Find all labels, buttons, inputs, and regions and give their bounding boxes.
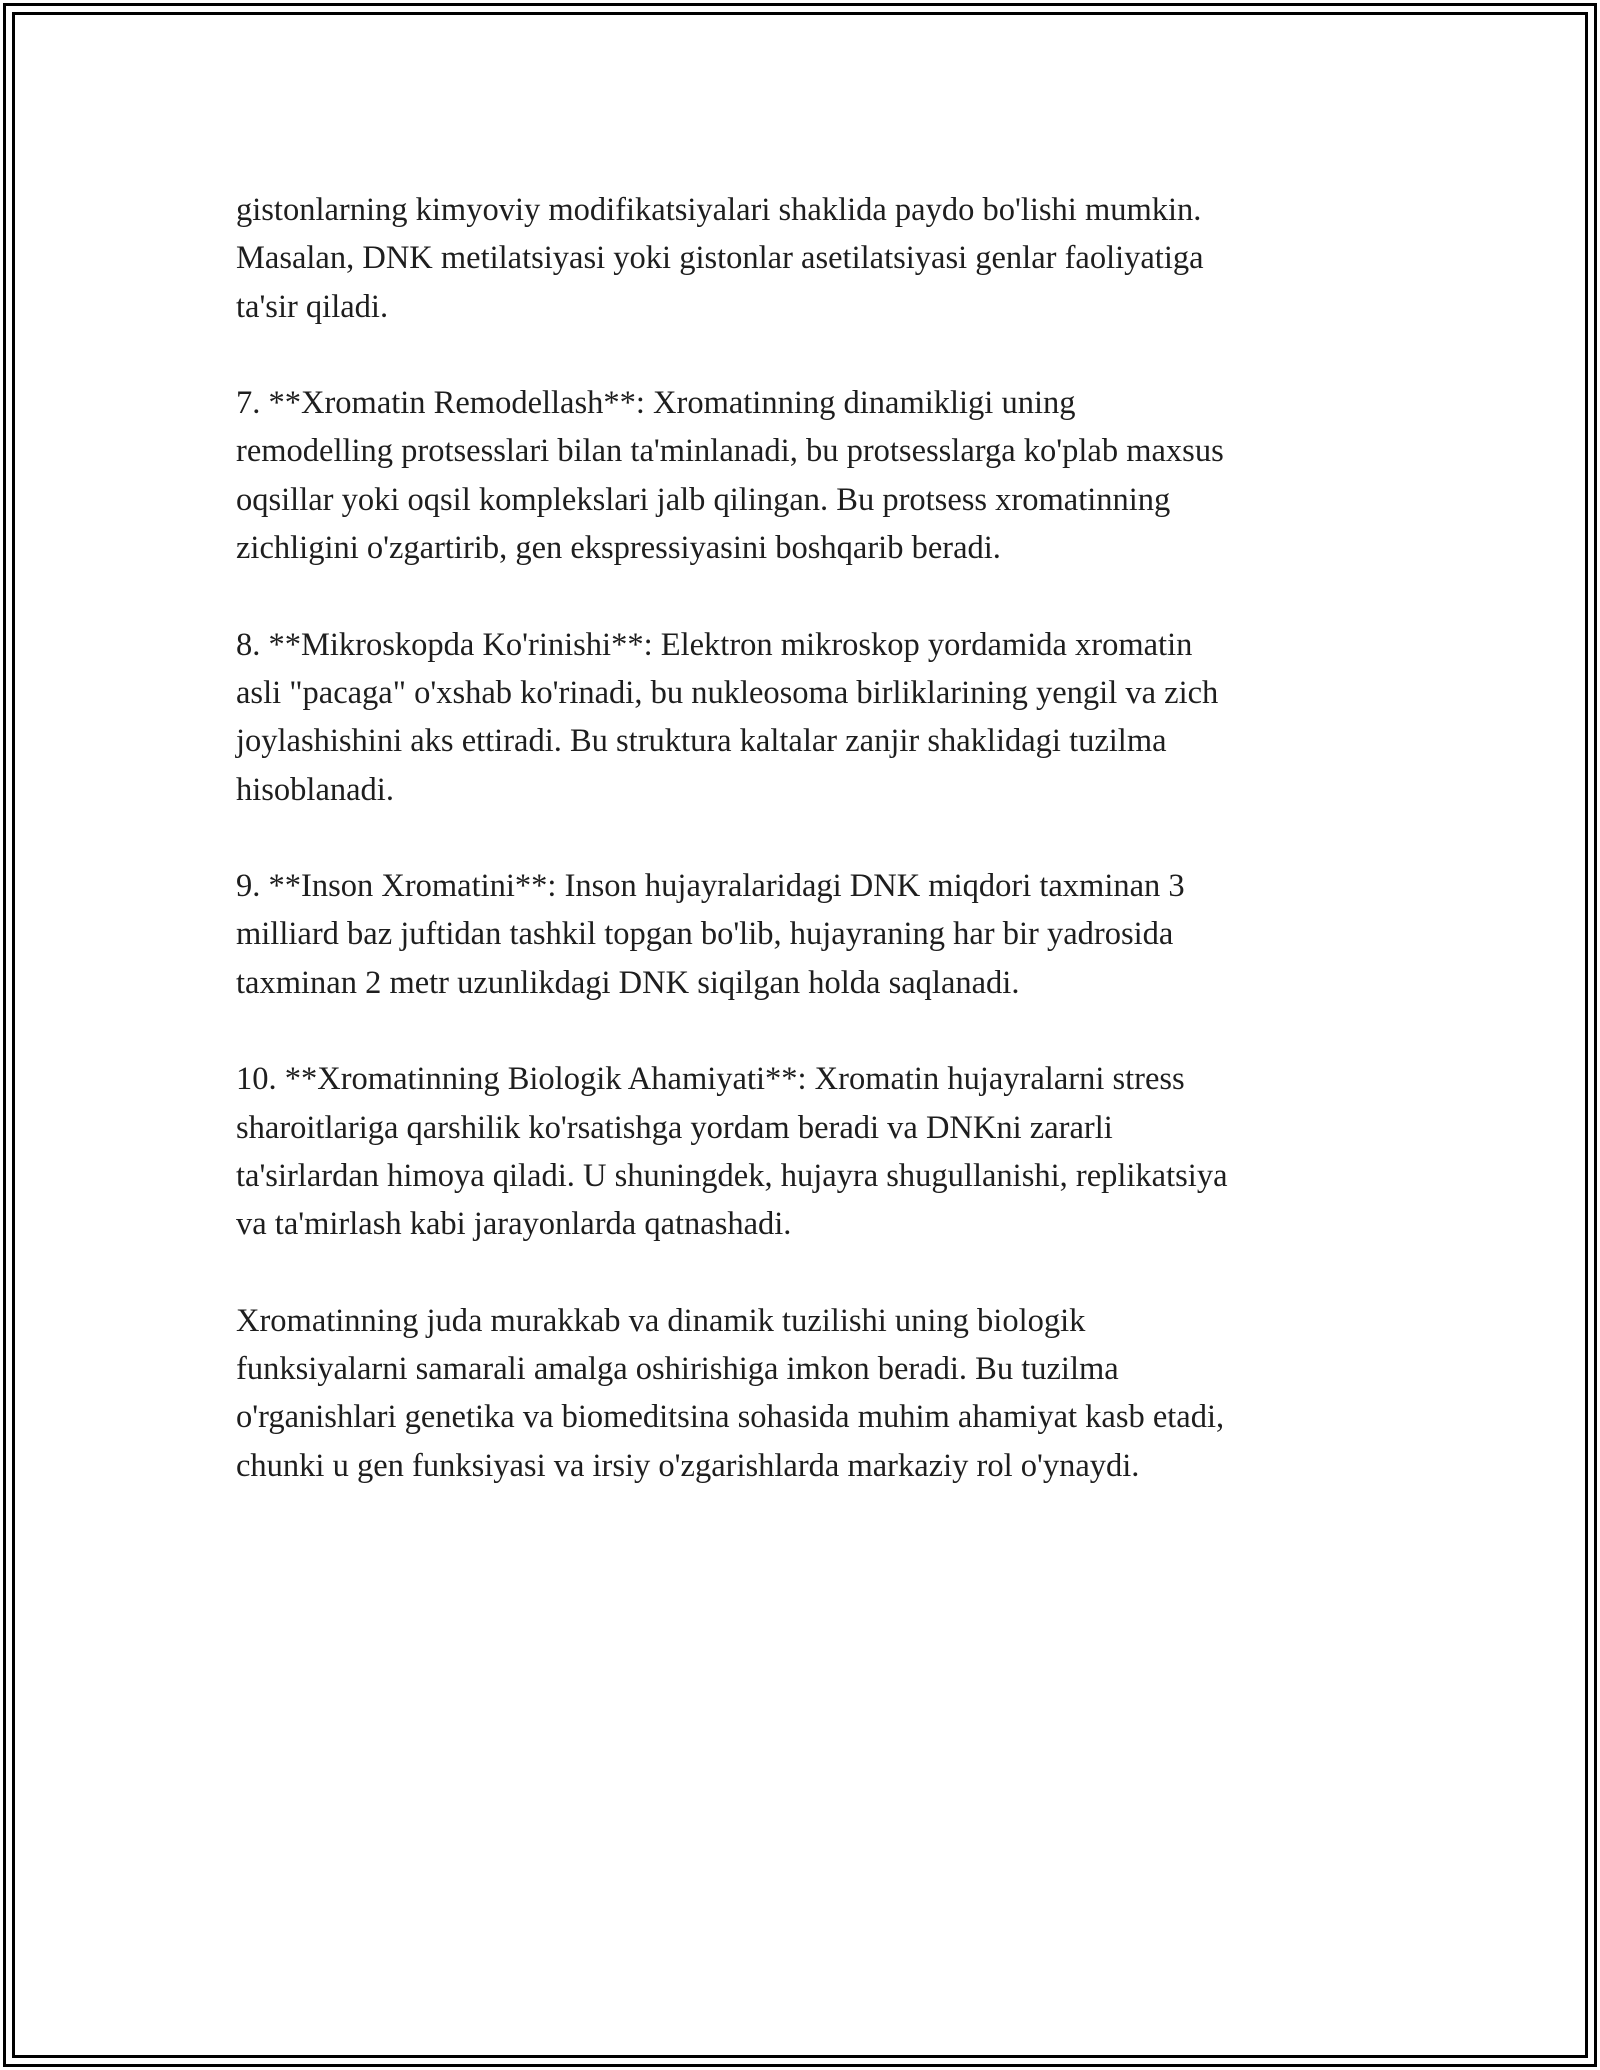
- paragraph-human-chromatin: 9. **Inson Xromatini**: Inson hujayralaridagi DNK miqdori taxminan 3 milliard baz juftidan tashkil topgan bo'lib, hujayraning har bir yadrosida taxminan 2 metr uzunlikdagi DNK siqilgan holda saqlanadi.: [236, 868, 1185, 1001]
- paragraph-chromatin-remodeling: 7. **Xromatin Remodellash**: Xromatinning dinamikligi uning remodelling protsesslari bilan ta'minlanadi, bu protsesslarga ko'plab maxsus oqsillar yoki oqsil komplekslari jalb qilingan. Bu protsess xromatinning zichligini o'zgartirib, gen ekspressiyasini boshqarib beradi.: [236, 385, 1224, 567]
- paragraph-biological-significance: 10. **Xromatinning Biologik Ahamiyati**: Xromatin hujayralarni stress sharoitlariga qarshilik ko'rsatishga yordam beradi va DNKni zararli ta'sirlardan himoya qiladi. U shuningdek, hujayra shugullanishi, replikatsiya va ta'mirlash kabi jarayonlarda qatnashadi.: [236, 1061, 1228, 1243]
- paragraph-histone-modifications: gistonlarning kimyoviy modifikatsiyalari shaklida paydo bo'lishi mumkin. Masalan, DNK metilatsiyasi yoki gistonlar asetilatsiyasi genlar faoliyatiga ta'sir qiladi.: [236, 192, 1204, 325]
- paragraph-conclusion: Xromatinning juda murakkab va dinamik tuzilishi uning biologik funksiyalarni samarali amalga oshirishiga imkon beradi. Bu tuzilma o'rganishlari genetika va biomeditsina sohasida muhim ahamiyat kasb etadi, chunki u gen funksiyasi va irsiy o'zgarishlarda markaziy rol o'ynaydi.: [236, 1302, 1225, 1484]
- paragraph-microscope-view: 8. **Mikroskopda Ko'rinishi**: Elektron mikroskop yordamida xromatin asli "pacaga" o'xshab ko'rinadi, bu nukleosoma birliklarining yengil va zich joylashishini aks ettiradi. Bu struktura kaltalar zanjir shaklidagi tuzilma hisoblanadi.: [236, 626, 1219, 808]
- document-body: [236, 186, 1376, 1538]
